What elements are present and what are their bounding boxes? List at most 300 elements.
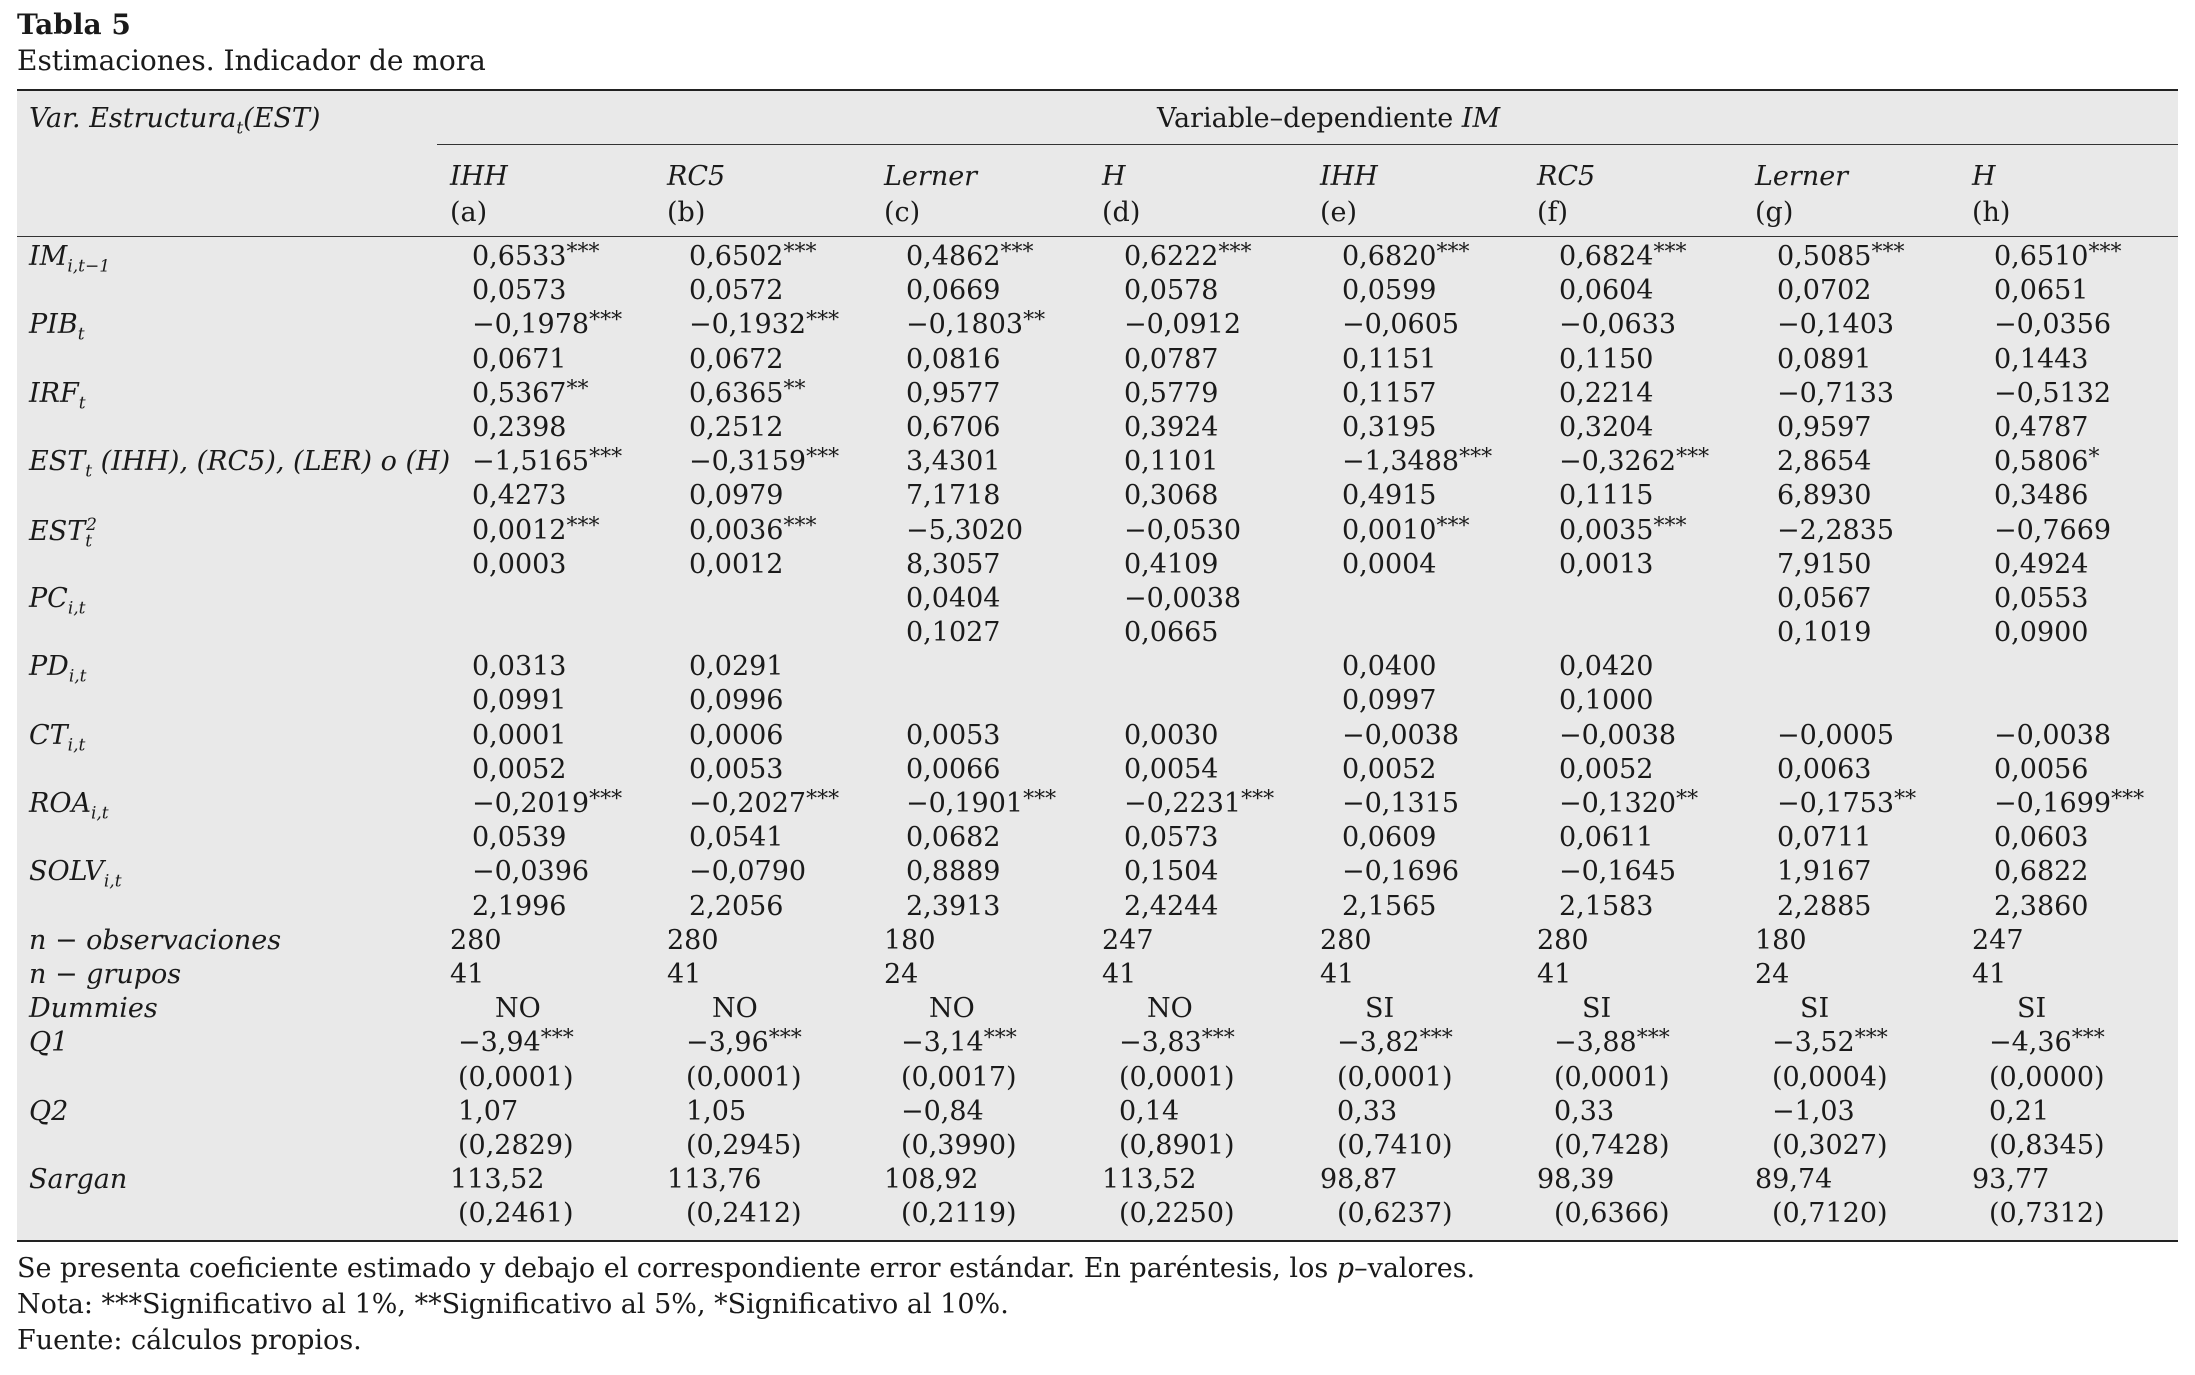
table-cell: 0,3195	[1342, 411, 1437, 443]
table-cell: 2,4244	[1124, 890, 1219, 922]
table-title: Tabla 5	[17, 8, 131, 41]
table-cell: 0,0573	[1124, 822, 1219, 854]
table-row	[17, 1096, 2178, 1130]
table-cell: 0,0991	[472, 685, 567, 717]
table-cell: 0,6822	[1994, 856, 2089, 888]
table-cell: 0,0669	[906, 275, 1001, 307]
table-cell: 0,0702	[1777, 275, 1872, 307]
table-cell: (0,8901)	[1119, 1129, 1235, 1161]
table-cell: 0,21	[1989, 1095, 2050, 1127]
table-cell: 0,0052	[472, 753, 567, 785]
column-header	[1102, 159, 1140, 231]
column-header-name: IHH	[450, 161, 508, 192]
table-row	[17, 344, 2178, 378]
table-cell: 0,5367**	[472, 376, 589, 409]
table-cell: −5,3020	[906, 514, 1024, 546]
significance-stars: ***	[2111, 787, 2145, 812]
table-cell: −1,03	[1772, 1095, 1855, 1127]
table-row	[17, 583, 2178, 617]
table-cell: (0,2945)	[686, 1129, 802, 1161]
row-header-label: Var. Estructura$_t$(EST)	[29, 103, 321, 139]
table-row	[17, 720, 2178, 754]
significance-stars: **	[1676, 787, 1699, 812]
table-cell: 0,0567	[1777, 582, 1872, 614]
table-cell: (0,3027)	[1772, 1129, 1888, 1161]
table-cell: 0,0063	[1777, 753, 1872, 785]
table-cell: 1,9167	[1777, 856, 1872, 888]
table-cell: 0,4862***	[906, 240, 1034, 272]
significance-stars: ***	[589, 308, 623, 334]
table-cell: 98,39	[1537, 1164, 1615, 1196]
table-cell: 0,6824***	[1559, 240, 1687, 272]
significance-stars: ***	[566, 240, 600, 265]
table-cell: 0,0539	[472, 822, 567, 854]
table-cell: 2,1996	[472, 890, 567, 922]
table-cell: −3,52***	[1772, 1026, 1888, 1059]
significance-stars: ***	[983, 1026, 1017, 1052]
table-cell: 0,4915	[1342, 480, 1437, 512]
table-cell: 2,3913	[906, 890, 1001, 922]
table-row	[17, 1198, 2178, 1232]
table-cell: 0,6222***	[1124, 240, 1252, 272]
row-label: Sargan	[29, 1164, 128, 1196]
column-header-tag: (b)	[667, 197, 706, 228]
table-cell: −3,82***	[1337, 1026, 1453, 1059]
table-row	[17, 1062, 2178, 1096]
table-cell: 8,3057	[906, 548, 1001, 580]
table-cell: 280	[1537, 924, 1589, 956]
significance-stars: ***	[1436, 513, 1470, 539]
column-header	[1972, 159, 2010, 231]
table-cell: (0,2250)	[1119, 1198, 1235, 1230]
table-cell: 0,0672	[689, 343, 784, 375]
table-cell: 0,0056	[1994, 753, 2089, 785]
row-label: $SOLV_{i,t}$	[29, 856, 122, 892]
column-header-name: IHH	[1320, 161, 1378, 192]
column-header-tag: (f)	[1537, 197, 1569, 228]
significance-stars: ***	[1653, 513, 1687, 539]
table-cell: 0,6706	[906, 411, 1001, 443]
table-cell: NO	[712, 993, 758, 1025]
table-cell: NO	[929, 993, 975, 1025]
table-cell: 0,4924	[1994, 548, 2089, 580]
column-header-name: Lerner	[1755, 161, 1849, 192]
table-cell: (0,2119)	[901, 1198, 1017, 1230]
table-cell: 0,0010***	[1342, 513, 1470, 546]
table-cell: 0,0671	[472, 343, 567, 375]
table-cell: 0,0404	[906, 582, 1001, 614]
significance-stars: ***	[2088, 240, 2122, 265]
table-cell: 0,0012	[689, 548, 784, 580]
table-cell: 0,0052	[1342, 753, 1437, 785]
table-cell: 0,0578	[1124, 275, 1219, 307]
row-label: $PD_{i,t}$	[29, 651, 87, 687]
table-cell: 0,6502***	[689, 240, 817, 272]
table-cell: 0,0604	[1559, 275, 1654, 307]
table-cell: 0,0030	[1124, 719, 1219, 751]
table-cell: 0,0553	[1994, 582, 2089, 614]
table-cell: −0,2019***	[472, 787, 623, 819]
table-row	[17, 309, 2178, 343]
significance-stars: ***	[1023, 787, 1057, 812]
significance-stars: ***	[783, 240, 817, 265]
table-cell: 0,3924	[1124, 411, 1219, 443]
row-label: Dummies	[29, 993, 158, 1025]
table-cell: 0,1443	[1994, 343, 2089, 375]
column-header-name: H	[1972, 161, 1996, 192]
table-cell: −0,0038	[1124, 582, 1242, 614]
column-header	[450, 159, 508, 231]
significance-stars: ***	[589, 787, 623, 812]
table-cell: 180	[1755, 924, 1807, 956]
table-cell: 0,0682	[906, 822, 1001, 854]
significance-stars: ***	[1000, 240, 1034, 265]
header-bottom-rule	[17, 236, 2178, 237]
table-cell: 0,0611	[1559, 822, 1654, 854]
table-cell: 41	[1102, 958, 1137, 990]
table-cell: −0,0005	[1777, 719, 1895, 751]
column-header	[884, 159, 977, 231]
table-cell: −0,0038	[1559, 719, 1677, 751]
table-cell: 0,0013	[1559, 548, 1654, 580]
table-cell: 98,87	[1320, 1164, 1398, 1196]
table-cell: −0,0038	[1342, 719, 1460, 751]
table-row	[17, 788, 2178, 822]
table-cell: −2,2835	[1777, 514, 1895, 546]
column-header-tag: (h)	[1972, 197, 2011, 228]
table-cell: (0,0004)	[1772, 1061, 1888, 1093]
table-cell: −0,3262***	[1559, 445, 1710, 478]
table-subtitle: Estimaciones. Indicador de mora	[17, 44, 486, 77]
table-cell: (0,0001)	[1337, 1061, 1453, 1093]
significance-stars: ***	[1436, 240, 1470, 265]
table-cell: 0,1027	[906, 617, 1001, 649]
table-cell: 0,0572	[689, 275, 784, 307]
table-cell: −0,0790	[689, 856, 807, 888]
significance-stars: ***	[1241, 787, 1275, 812]
table-cell: (0,7312)	[1989, 1198, 2105, 1230]
table-cell: −0,2027***	[689, 787, 840, 819]
table-row	[17, 549, 2178, 583]
column-header-name: Lerner	[884, 161, 978, 192]
table-cell: 0,0599	[1342, 275, 1437, 307]
table-cell: 0,0816	[906, 343, 1001, 375]
table-row	[17, 412, 2178, 446]
table-cell: 0,0979	[689, 480, 784, 512]
table-cell: 6,8930	[1777, 480, 1872, 512]
table-cell: 1,07	[458, 1095, 519, 1127]
significance-stars: **	[1023, 308, 1046, 334]
table-cell: 0,0573	[472, 275, 567, 307]
table-cell: 0,0052	[1559, 753, 1654, 785]
table-cell: 0,1000	[1559, 685, 1654, 717]
table-row	[17, 378, 2178, 412]
table-panel	[17, 89, 2178, 1242]
table-cell: 0,0053	[689, 753, 784, 785]
table-cell: 0,2512	[689, 411, 784, 443]
table-cell: 0,0711	[1777, 822, 1872, 854]
table-cell: 0,0900	[1994, 617, 2089, 649]
table-cell: (0,6237)	[1337, 1198, 1453, 1230]
table-row	[17, 1027, 2178, 1061]
table-cell: 0,0651	[1994, 275, 2089, 307]
significance-stars: ***	[806, 787, 840, 812]
table-cell: 24	[884, 958, 919, 990]
table-cell: 280	[1320, 924, 1372, 956]
table-cell: 113,52	[450, 1164, 545, 1196]
column-header-tag: (g)	[1755, 197, 1794, 228]
table-cell: −3,96***	[686, 1026, 802, 1059]
table-cell: (0,7410)	[1337, 1129, 1453, 1161]
row-label: $PC_{i,t}$	[29, 582, 86, 619]
table-cell: −0,1403	[1777, 309, 1895, 341]
table-cell: 0,0400	[1342, 651, 1437, 683]
column-header-tag: (e)	[1320, 197, 1358, 228]
table-cell: 24	[1755, 958, 1790, 990]
table-cell: 0,6820***	[1342, 240, 1470, 272]
table-cell: 0,33	[1337, 1095, 1398, 1127]
table-cell: 0,5806*	[1994, 445, 2100, 478]
significance-stars: ***	[806, 308, 840, 334]
column-header	[1755, 159, 1848, 231]
significance-stars: ***	[1854, 1026, 1888, 1052]
table-cell: 2,2885	[1777, 890, 1872, 922]
header-rule	[437, 144, 2178, 145]
table-cell: 0,0996	[689, 685, 784, 717]
significance-stars: ***	[1676, 445, 1710, 471]
row-label: $IM_{i,t-1}$	[29, 241, 111, 277]
table-cell: 247	[1972, 924, 2024, 956]
table-cell: −0,1901***	[906, 787, 1057, 819]
table-cell: 0,4273	[472, 480, 567, 512]
table-cell: −0,7133	[1777, 377, 1895, 409]
column-header	[667, 159, 725, 231]
table-cell: −0,0633	[1559, 309, 1677, 341]
row-label: $EST_t$ (IHH), (RC5), (LER) o (H)	[29, 446, 451, 482]
table-cell: −0,0605	[1342, 309, 1460, 341]
table-row	[17, 685, 2178, 719]
table-cell: (0,0001)	[1119, 1061, 1235, 1093]
table-cell: 0,0006	[689, 719, 784, 751]
footnote-line-3: Fuente: cálculos propios.	[17, 1325, 362, 1356]
table-cell: 0,0035***	[1559, 513, 1687, 546]
table-cell: 3,4301	[906, 446, 1001, 478]
table-cell: 0,0066	[906, 753, 1001, 785]
table-cell: 7,9150	[1777, 548, 1872, 580]
table-cell: 0,0004	[1342, 548, 1437, 580]
table-cell: (0,0017)	[901, 1061, 1017, 1093]
table-cell: −1,3488***	[1342, 445, 1493, 478]
dependent-variable-header: Variable–dependiente IM	[1157, 103, 1501, 134]
row-label: Q2	[29, 1095, 69, 1127]
table-body	[17, 241, 2178, 1232]
table-cell: 0,2214	[1559, 377, 1654, 409]
row-label: n − observaciones	[29, 924, 282, 956]
table-cell: 0,3068	[1124, 480, 1219, 512]
table-row	[17, 617, 2178, 651]
table-cell: 0,8889	[906, 856, 1001, 888]
table-cell: 280	[450, 924, 502, 956]
table-row	[17, 822, 2178, 856]
table-cell: 0,5779	[1124, 377, 1219, 409]
significance-stars: ***	[1218, 240, 1252, 265]
column-header-tag: (a)	[450, 197, 488, 228]
table-cell: 89,74	[1755, 1164, 1833, 1196]
table-cell: −0,2231***	[1124, 787, 1275, 819]
table-cell: 0,0420	[1559, 651, 1654, 683]
footnote-line-2: Nota: ***Significativo al 1%, **Significativo al 5%, *Significativo al 10%.	[17, 1289, 1009, 1320]
table-cell: −0,1320**	[1559, 787, 1699, 819]
significance-stars: **	[1894, 787, 1917, 812]
table-cell: −0,3159***	[689, 445, 840, 478]
table-row	[17, 1130, 2178, 1164]
column-header-name: RC5	[1537, 161, 1596, 192]
table-row	[17, 480, 2178, 514]
table-cell: 113,52	[1102, 1164, 1197, 1196]
table-cell: 2,2056	[689, 890, 784, 922]
table-cell: 0,5085***	[1777, 240, 1905, 272]
significance-stars: **	[783, 376, 806, 402]
table-cell: 113,76	[667, 1164, 762, 1196]
row-label: $PIB_t$	[29, 309, 85, 345]
table-row	[17, 651, 2178, 685]
table-cell: −0,1699***	[1994, 787, 2145, 819]
column-header	[1537, 159, 1595, 231]
table-cell: 0,0787	[1124, 343, 1219, 375]
significance-stars: ***	[1419, 1026, 1453, 1052]
table-cell: (0,2461)	[458, 1198, 574, 1230]
table-cell: 41	[1320, 958, 1355, 990]
table-row	[17, 959, 2178, 993]
table-cell: 0,1151	[1342, 343, 1437, 375]
row-label: $EST_t^2$	[29, 514, 97, 551]
table-cell: −3,83***	[1119, 1026, 1235, 1059]
table-cell: 280	[667, 924, 719, 956]
table-cell: NO	[495, 993, 541, 1025]
table-cell: 41	[1537, 958, 1572, 990]
significance-stars: **	[566, 376, 589, 402]
row-label: $CT_{i,t}$	[29, 719, 86, 756]
table-cell: 41	[667, 958, 702, 990]
footnote-line-1: Se presenta coeficiente estimado y debajo el correspondiente error estándar. En paréntesis, los p–valores.	[17, 1253, 1476, 1284]
table-cell: 0,1101	[1124, 446, 1219, 478]
table-cell: 0,0891	[1777, 343, 1872, 375]
table-cell: 247	[1102, 924, 1154, 956]
significance-stars: ***	[2071, 1026, 2105, 1052]
table-cell: 1,05	[686, 1095, 747, 1127]
significance-stars: ***	[566, 513, 600, 539]
significance-stars: ***	[806, 445, 840, 471]
column-header-tag: (d)	[1102, 197, 1141, 228]
table-cell: 0,0036***	[689, 513, 817, 546]
table-cell: −3,94***	[458, 1026, 574, 1059]
table-cell: 0,0609	[1342, 822, 1437, 854]
table-cell: 180	[884, 924, 936, 956]
table-row	[17, 1164, 2178, 1198]
row-label: n − grupos	[29, 958, 182, 990]
table-cell: 0,0054	[1124, 753, 1219, 785]
table-cell: 0,6365**	[689, 376, 806, 409]
table-cell: −0,0396	[472, 856, 590, 888]
column-header-name: H	[1102, 161, 1126, 192]
table-cell: −0,0530	[1124, 514, 1242, 546]
table-cell: 41	[1972, 958, 2007, 990]
table-cell: −0,7669	[1994, 514, 2112, 546]
table-row	[17, 856, 2178, 890]
table-cell: (0,2829)	[458, 1129, 574, 1161]
table-cell: (0,7120)	[1772, 1198, 1888, 1230]
table-cell: −0,0356	[1994, 309, 2112, 341]
table-cell: 0,33	[1554, 1095, 1615, 1127]
table-cell: (0,0000)	[1989, 1061, 2105, 1093]
significance-stars: ***	[1871, 240, 1905, 265]
table-cell: 2,8654	[1777, 446, 1872, 478]
table-cell: NO	[1147, 993, 1193, 1025]
table-cell: −0,84	[901, 1095, 984, 1127]
table-row	[17, 446, 2178, 480]
table-row	[17, 891, 2178, 925]
table-cell: 2,1583	[1559, 890, 1654, 922]
table-cell: 0,1157	[1342, 377, 1437, 409]
table-cell: (0,3990)	[901, 1129, 1017, 1161]
table-row	[17, 515, 2178, 549]
table-cell: 2,3860	[1994, 890, 2089, 922]
table-cell: −0,1978***	[472, 308, 623, 341]
table-row	[17, 993, 2178, 1027]
table-cell: 41	[450, 958, 485, 990]
table-cell: (0,0001)	[686, 1061, 802, 1093]
table-cell: 0,0997	[1342, 685, 1437, 717]
table-cell: −0,0912	[1124, 309, 1242, 341]
table-cell: 7,1718	[906, 480, 1001, 512]
table-cell: 0,3486	[1994, 480, 2089, 512]
table-cell: 0,2398	[472, 411, 567, 443]
table-cell: −4,36***	[1989, 1026, 2105, 1059]
table-cell: 0,1150	[1559, 343, 1654, 375]
significance-stars: ***	[783, 513, 817, 539]
table-cell: SI	[1365, 993, 1395, 1025]
table-cell: SI	[1800, 993, 1830, 1025]
table-row	[17, 754, 2178, 788]
table-cell: 0,1019	[1777, 617, 1872, 649]
table-cell: −0,1803**	[906, 308, 1046, 341]
table-cell: −0,1932***	[689, 308, 840, 341]
table-cell: 0,0003	[472, 548, 567, 580]
table-cell: −3,14***	[901, 1026, 1017, 1059]
table-cell: 0,3204	[1559, 411, 1654, 443]
table-cell: −0,1696	[1342, 856, 1460, 888]
table-cell: 0,0313	[472, 651, 567, 683]
table-cell: 0,6510***	[1994, 240, 2122, 272]
table-cell: −0,1315	[1342, 788, 1460, 819]
table-cell: 2,1565	[1342, 890, 1437, 922]
significance-stars: ***	[1459, 445, 1493, 471]
table-cell: 0,0665	[1124, 617, 1219, 649]
table-cell: (0,0001)	[1554, 1061, 1670, 1093]
column-header-name: RC5	[667, 161, 726, 192]
significance-stars: ***	[540, 1026, 574, 1052]
significance-stars: ***	[1636, 1026, 1670, 1052]
table-cell: 0,9597	[1777, 411, 1872, 443]
column-header	[1320, 159, 1378, 231]
row-label: $IRF_t$	[29, 377, 86, 414]
table-cell: 0,0053	[906, 719, 1001, 751]
table-cell: 0,9577	[906, 377, 1001, 409]
table-cell: −1,5165***	[472, 445, 623, 478]
column-header-tag: (c)	[884, 197, 921, 228]
table-cell: 0,0541	[689, 822, 784, 854]
table-cell: 0,1115	[1559, 480, 1654, 512]
